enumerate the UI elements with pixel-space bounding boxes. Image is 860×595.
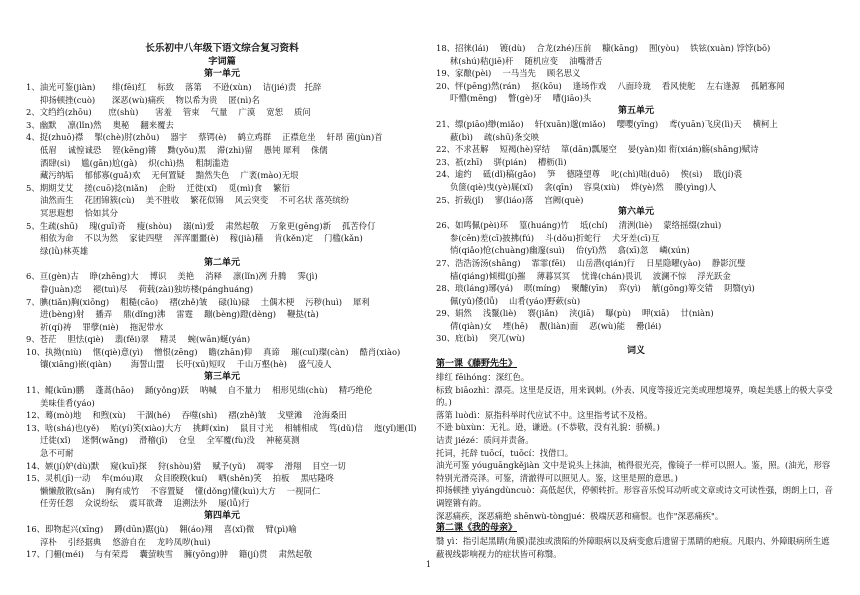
definition-line: 油光可鉴 yóuguāngkějiàn 文中是说头上抹油，梳得很光亮，像镜子一样可以照人。鉴，照。(油光，形容特别光滑亮泽。可鉴，清澈得可以照见人。鉴，这里是照的意思。) [436,460,831,483]
word-line: 15、灵机(jī)一动 牟(móu)取 众目睽睽(kuí) 哂(shěn)笑 拍板 黑咕隆咚 [26,473,334,484]
word-line: 相依为命 不以为然 家徒四壁 浑浑噩噩(è) 稼(jià)穑 肯(kěn)定 门槛(kǎn) [40,233,363,244]
word-line: 美味佳肴(yáo) [40,397,95,408]
word-line: 17、门楣(méi) 与有荣焉 囊萤映雪 臃(yōng)肿 籍(jí)贯 肃然起敬 [26,549,312,560]
unit-header: 第五单元 [617,105,654,116]
unit-header: 第一单元 [203,69,240,79]
unit-header: 第二单元 [203,258,240,269]
word-line: 7、腆(tiǎn)胸(xiōng) 粗糙(cāo) 褶(zhě)皱 碌(lù)碌 土偶木梗 污秽(huì) 犀利 [26,296,370,307]
word-line: 9、苍茫 胆怯(qiè) 翡(fěi)翠 精灵 蜿(wān)蜒(yán) [26,334,251,345]
word-line: 樯(qiáng)倾楫(jí)摧 薄暮冥冥 忧谗(chán)畏讥 波澜不惊 浮光跃金 [450,270,731,281]
word-line: 26、如鸣佩(pèi)环 篁(huáng)竹 坻(chí) 清洌(liè) 蒙络摇缀(zhuì) [436,220,722,231]
word-line: 镶(xiāng)嵌(qiàn) 海誓山盟 长吁(xū)短叹 千山万壑(hè) 盛气凌人 [40,359,332,370]
definition-line: 翳 yì：指引起黑睛(角膜)混浊或溃陷的外障眼病以及病变愈后遗留于黑睛的疤痕。凡眼内、外障眼病所生遮蔽视线影响视力的症状皆可称翳。 [436,536,830,559]
right-column [436,42,836,560]
word-line: 眷(juàn)恋 褪(tuì)尽 荷载(zài)独坊楼(pánghuáng) [40,283,254,294]
word-line: 进(bèng)射 播弄 鼎(dǐng)沸 雷霆 蹦(bèng)蹬(dèng) 鞭挞(tà) [40,309,319,320]
word-line: 迁徙(xǐ) 迷惘(wǎng) 滑稽(jī) 仓皇 全军覆(fù)没 神秘莫测 [40,435,300,446]
vocab-heading: 词义 [626,346,645,357]
section-title: 字词篇 [208,56,236,67]
word-line: 4、捉(zhuō)襟 掣(chè)肘(zhǒu) 器宇 蔡锷(è) 鹤立鸡群 正襟危坐 轩昂 菌(jùn)首 [26,132,383,143]
left-unit-blocks [26,68,418,561]
definition-line: 抑扬顿挫 yìyángdùncuò：高低起伏，停顿转折。形容音乐悦耳动听或文章或诗文可读性强，朗朗上口，音调铿锵有韵。 [436,485,833,508]
word-line: 懒懒散散(sǎn) 胸有成竹 不容置疑 懂(dǒng)懂(kuì)大方 一视同仁 [40,485,321,496]
word-line: 5、生疏(shū) 瑰(guī)奇 瘦(shòu) 溺(nì)爱 肃然起敬 万象更(gēng)新 孤苦伶仃 [26,220,376,231]
word-line: 悄(qiǎo)怆(chuàng)幽邃(suì) 佁(yǐ)然 翕(xī)忽 嶙(xún) [450,245,690,256]
word-line: 绿(lǜ)林英雄 [40,245,89,256]
word-line: 24、逾约 砥(dǐ)稿(gǎo) 笋 德隆望尊 叱(chì)咄(duō) 俟(sì) 戢(jí)裘 [436,169,742,180]
word-line: 28、琅(láng)琊(yá) 暝(míng) 聚醵(yīn) 弈(yì) 觥(gōng)筹交错 阴翳(yì) [436,283,755,294]
word-line: 祈(qí)祷 罪孽(niè) 拖泥带水 [40,321,164,332]
word-line: 20、怦(pēng)然(rán) 抠(kōu) 逢场作戏 八面玲珑 看风使舵 左右逢源 孤陋寡闻 [436,80,785,91]
definition-line: 落第 luòdì：原指科举时代应试不中。这里指考试不及格。 [436,409,653,420]
left-column [26,42,418,561]
word-line: 1、油光可鉴(jiàn) 绯(fēi)红 标致 落第 不逊(xùn) 诘(jié)责 托辞 [26,82,322,92]
word-line: 29、娟然 浅鬣(liè) 褰(jiǎn) 浃(jiā) 曝(pù) 呷(xiā) 廿(niàn) [436,308,714,319]
definition-line: 绯红 fēihóng：深红色。 [436,372,530,383]
word-line: 参(cēn)差(cī)披拂(fú) 斗(dǒu)折蛇行 犬牙差(cī)互 [450,232,660,243]
word-line: 油然而生 花团锦簇(cù) 美不胜收 繁花似锦 风云突变 不可名状 落英缤纷 [40,195,349,206]
word-line: 冥思遐想 恰如其分 [40,207,119,218]
word-line: 藏污纳垢 郁郁寡(guǎ)欢 无何置疑 黯然失色 广袤(mào)无垠 [40,170,299,181]
word-line: 13、啥(shá)也(yě) 贻(yí)笑(xiào)大方 挑衅(xìn) 鼠目寸光 相辅相成 笃(dǔ)信 迤(yǐ)逦(lǐ) [26,422,417,433]
word-line: 16、即物起兴(xīng) 蹲(dūn)踞(jù) 翱(áo)翔 喜(xǐ)微 臂(pì)喻 [26,524,297,534]
word-line: 酒肆(sì) 尴(gān)尬(gà) 炽(chì)热 粗制滥造 [40,157,229,168]
unit-header: 第三单元 [203,372,240,383]
word-line: 22、不求甚解 短褐(hè)穿结 箪(dān)瓢屡空 晏(yàn)如 衔(xián)觞(shāng)赋诗 [436,144,759,155]
word-line: 佩(yǔ)偻(lǚ) 山肴(yáo)野蔌(sù) [450,295,581,306]
word-line: 抑扬顿挫(cuò) 深恶(wù)痛疾 物以希为贵 匿(nì)名 [40,94,260,105]
definition-line: 标致 biāozhì：漂亮。这里是反语，用来讽刺。(外表、风度等接近完美或理想境界，唤起美感上的极大享受的。) [436,384,833,408]
word-line: 负箧(qiè)曳(yè)屣(xǐ) 衾(qīn) 容臭(xiù) 烨(yè)然 媵(yìng)人 [450,181,717,192]
word-line: 淳朴 引经据典 悠游自在 龙吟凤哕(huì) [40,536,211,547]
word-line: 10、执拗(niù) 惬(qiè)意(yì) 憎恨(zēng) 瞻(zhān)仰 真谛 璀(cuǐ)璨(càn) 酷肖(xiào) [26,346,401,357]
word-line: 3、幽默 凛(lǐn)然 奥秘 翻来覆去 [26,119,174,130]
word-line: 倩(qiàn)女 堙(hē) 靓(liàn)面 恶(wù)能 罍(léi) [450,320,662,331]
word-line: 秫(shú)秸(jiē)秆 随机应变 油嘴滑舌 [450,55,603,66]
word-line: 12、蓦(mò)地 和煦(xù) 干涸(hé) 吞噬(shì) 褶(zhě)皱 戈壁滩 沧海桑田 [26,410,347,421]
word-line: 19、家酿(pèi) 一马当先 顾名思义 [436,68,581,79]
word-line: 低眉 诚惶诚恐 铿(kēng)锵 黝(yǒu)黑 滞(zhì)留 愚钝 犀利 侏儒 [40,144,328,155]
word-line: 18、招徕(lái) 镀(dù) 合龙(zhé)压前 糠(kāng) 囿(yòu) 铁铉(xuàn) 饽饽(bō) [436,43,771,53]
right-unit-blocks [436,42,836,345]
word-line: 25、折载(jǐ) 寥(liáo)落 宫阙(què) [436,194,584,205]
word-line: 23、祇(zhī) 骈(pián) 槽枥(lì) [436,156,567,167]
unit-header: 第四单元 [203,511,240,521]
unit-header: 第六单元 [617,207,654,218]
word-line: 27、浩浩汤汤(shāng) 霏霏(fēi) 山岳潜(qián)行 日星隐曜(yào) 静影沉璧 [436,257,746,268]
word-line: 6、亘(gèn)古 睁(zhēng)大 博识 美艳 消释 凛(lǐn)冽 升腾 霁(jì) [26,271,318,282]
definition-line: 诘责 jiézé：质问并责备。 [436,435,534,446]
word-line: 任劳任怨 众说纷纭 震耳欲聋 追溯法外 屡(lǚ)行 [40,498,250,509]
word-line: 蔽(bì) 疏(shū)条交映 [450,131,540,142]
definition-line: 托词，托辞 tuōcí，tuōcí：找借口。 [436,447,574,458]
document-title: 长乐初中八年级下语文综合复习资料 [145,43,299,54]
word-line: 5、期期艾艾 搓(cuō)捻(niǎn) 企盼 迁徙(xǐ) 觅(mì)食 繁衍 [26,182,290,193]
word-line: 30、庇(bì) 突兀(wù) [436,333,525,344]
lessons-list [436,358,836,560]
word-line: 2、文绉绉(zhōu) 庶(shù) 害羞 管束 气量 广漠 宽恕 质问 [26,107,311,118]
word-line: 11、鲲(kūn)鹏 蓬蒿(hāo) 踊(yǒng)跃 呐喊 自不量力 相形见绌(chù) 精巧绝伦 [26,385,373,396]
lesson-title: 第二课《我的母亲》 [436,523,518,534]
definition-line: 不逊 bùxùn：无礼。逊，谦逊。(不恭敬，没有礼貌：骄横。) [436,422,660,433]
page-number: 1 [426,560,432,569]
word-line: 吓懵(mēng) 瞥(gè)牙 嘈(jiāo)头 [450,93,592,104]
word-line: 14、嫉(jí)妒(dù)默 窥(kuī)探 狩(shòu)猎 赋予(yǔ) 凋零 滑翔 目空一切 [26,460,346,471]
word-line: 急不可耐 [40,448,74,459]
definition-line: 深恶痛疾，深恶痛绝 shēnwù-tòngjué：极端厌恶和痛恨。也作"深恶痛疾"。 [436,510,724,521]
lesson-title: 第一课《藤野先生》 [436,359,518,370]
word-line: 21、缥(piāo)缈(miǎo) 轩(xuān)邈(miǎo) 嘤嘤(yīng) 鸢(yuān)飞戾(lì)天 横柯上 [436,118,778,129]
